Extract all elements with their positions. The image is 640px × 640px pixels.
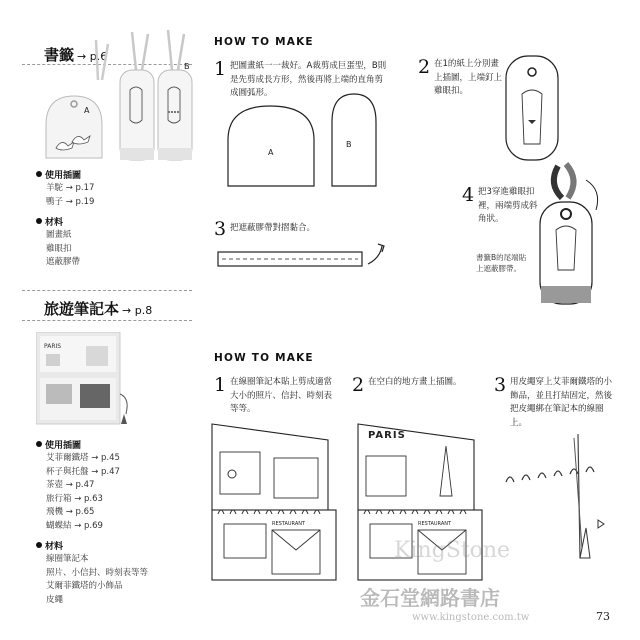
howto-1-step-1-text: 把圖畫紙一一裁好。A裁剪成巨蛋型，B則是先剪成長方形，然後再將上端的直角剪成圓弧形。: [230, 61, 387, 98]
howto-2-heading: HOW TO MAKE: [214, 352, 314, 364]
watermark-url: www.kingstone.com.tw: [412, 612, 530, 623]
list-item: 圖畫紙: [46, 230, 72, 240]
notebook-illus-block: [36, 438, 148, 607]
howto-2-step-3-text: 用皮繩穿上艾菲爾鐵塔的小飾品，並且打結固定，然後把皮繩綁在筆記本的線圈上。: [510, 377, 613, 428]
howto-1-shapes: [226, 90, 386, 190]
list-item: 艾爾菲鐵塔的小飾品: [46, 581, 123, 591]
list-item: 蝴蝶結 → p.69: [46, 520, 103, 531]
bookmark-label-a: A: [84, 106, 90, 115]
list-item: 飛機 → p.65: [46, 507, 95, 517]
bookmark-photo: [36, 30, 196, 170]
notebook-ref: → p.8: [122, 304, 153, 317]
watermark-name: 金石堂網路書店: [360, 586, 500, 610]
howto-2-leather-cord: [500, 428, 620, 568]
howto-1-step-4-num: 4: [462, 184, 475, 206]
bookmark-illus-heading: 使用插圖: [36, 168, 94, 181]
shape-a-label: A: [268, 148, 274, 157]
notebook-illus-heading: 使用插圖: [36, 438, 148, 451]
howto-1-step-2-text: 在1的紙上分別畫上插圖，上端釘上雞眼扣。: [434, 59, 503, 96]
bookmark-title-text: 書籤: [44, 46, 75, 64]
restaurant-label-1: RESTAURANT: [272, 521, 306, 527]
list-item: 皮繩: [46, 594, 64, 605]
list-item: 杯子與托盤 → p.47: [46, 466, 120, 477]
notebook-divider: [22, 320, 192, 321]
howto-1-note: 書籤B的尾端貼上遮蔽膠帶。: [476, 253, 527, 273]
howto-2-notebook-1: [208, 418, 348, 582]
list-item: 旅行箱 → p.63: [46, 493, 103, 504]
list-item: 照片、小信封、時刻表等等: [46, 567, 149, 578]
bookmark-a-card: [46, 96, 102, 158]
bookmark-b-card-2: [158, 70, 192, 160]
howto-1-heading: HOW TO MAKE: [214, 36, 314, 48]
howto-2-step-2-num: 2: [352, 374, 365, 396]
howto-1-step-4-text: 把3穿進雞眼扣裡，兩端剪成斜角狀。: [478, 187, 538, 224]
howto-2-step-2-text: 在空白的地方畫上插圖。: [368, 377, 462, 387]
watermark-brand: KingStone: [394, 538, 511, 563]
list-item: 羊駝 → p.17: [46, 183, 95, 193]
howto-1-step-3-text: 把遮蔽膠帶對摺黏合。: [230, 223, 316, 233]
list-item: 雞眼扣: [46, 243, 72, 254]
howto-2-step-1-num: 1: [214, 374, 227, 396]
page-number: 73: [596, 610, 610, 623]
notebook-title: [44, 298, 152, 319]
list-item: 茶壺 → p.47: [46, 480, 95, 490]
step-4-bookmark: [536, 160, 608, 310]
howto-1-step-1-num: 1: [214, 58, 227, 80]
notebook-materials-heading: 材料: [36, 539, 148, 552]
list-item: 艾菲爾鐵塔 → p.45: [46, 453, 120, 463]
bookmark-label-b: B: [184, 62, 190, 71]
notebook-divider-top: [22, 290, 192, 291]
shape-b: [332, 94, 376, 186]
restaurant-label-2: RESTAURANT: [418, 521, 452, 527]
howto-2-step-3-num: 3: [494, 374, 507, 396]
ribbon-a: [96, 40, 108, 80]
howto-2-step-1-text: 在線圈筆記本貼上剪成適當大小的照片、信封、時刻表等等。: [230, 377, 333, 414]
step-2-bookmark: [504, 54, 564, 164]
notebook-title-text: 旅遊筆記本: [44, 300, 120, 318]
howto-1-step-3-num: 3: [214, 218, 227, 240]
list-item: 遮蔽膠帶: [46, 257, 81, 267]
bookmark-illus-block: [36, 168, 94, 270]
step-3-tape: [216, 238, 396, 278]
list-item: 鴨子 → p.19: [46, 196, 95, 207]
notebook-photo: [36, 332, 136, 428]
bookmark-ref: → p.6: [77, 50, 108, 63]
shape-b-label: B: [346, 140, 352, 149]
howto-1-step-2-num: 2: [418, 56, 431, 78]
bookmark-materials-heading: 材料: [36, 215, 94, 228]
bookmark-b-card-1: [120, 70, 154, 160]
list-item: 線圈筆記本: [46, 554, 89, 564]
svg-text:PARIS: PARIS: [44, 343, 62, 350]
paris-label: PARIS: [368, 430, 406, 441]
shape-a: [228, 106, 314, 186]
